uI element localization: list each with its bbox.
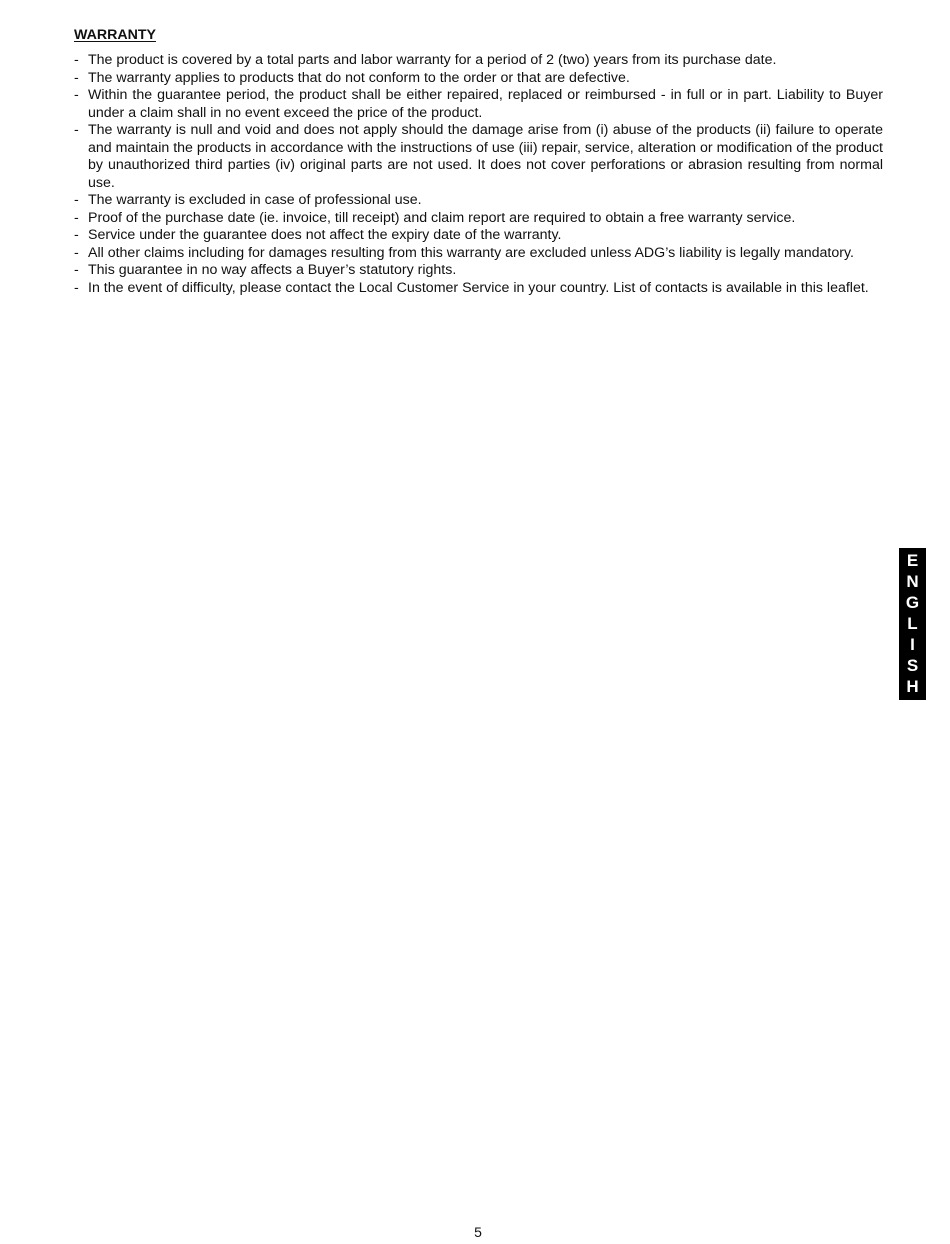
list-item [74,210,883,228]
bullet-dash: - [74,52,79,68]
language-tab-letter: H [906,677,919,696]
list-item [74,227,883,245]
language-tab-letter: L [907,614,918,633]
list-item [74,87,883,122]
language-tab-letter: I [910,635,915,654]
bullet-dash: - [74,122,79,138]
list-item-text: In the event of difficulty, please contact the Local Customer Service in your country. List of contacts is available in this leaflet. [88,279,869,296]
language-tab-english [899,548,926,700]
bullet-dash: - [74,279,79,296]
bullet-dash: - [74,192,79,208]
bullet-dash: - [74,227,79,243]
list-item-text: The warranty applies to products that do not conform to the order or that are defective. [88,69,630,86]
page-number: 5 [474,1224,482,1240]
list-item [74,262,883,280]
bullet-dash: - [74,262,79,278]
language-tab-letter: N [906,572,919,591]
list-item [74,245,883,263]
list-item [74,280,883,298]
language-tab-letter: S [906,656,919,675]
list-item [74,192,883,210]
list-item [74,70,883,88]
list-item [74,52,883,70]
warranty-list [74,52,883,297]
list-item [74,122,883,192]
bullet-dash: - [74,244,79,261]
list-item-text: All other claims including for damages resulting from this warranty are excluded unless ADG’s liability is legally mandatory. [88,244,854,261]
bullet-dash: - [74,209,79,226]
list-item-text: This guarantee in no way affects a Buyer’s statutory rights. [88,262,457,278]
list-item-text: Service under the guarantee does not affect the expiry date of the warranty. [88,227,562,243]
list-item-text: The product is covered by a total parts and labor warranty for a period of 2 (two) years from its purchase date. [88,52,777,68]
list-item-text: The warranty is excluded in case of professional use. [88,192,422,208]
list-item-text: Within the guarantee period, the product shall be either repaired, replaced or reimbursed - in full or in part. Liability to Buyer under a claim shall in no event exceed the price of the product. [88,87,883,121]
list-item-text: The warranty is null and void and does not apply should the damage arise from (i) abuse of the products (ii) failure to operate and maintain the products in accordance with the instructions of use (iii) repair, service, alteration or modification of the product by unauthorized third parties (iv) original parts are not used. It does not cover perforations or abrasion resulting from normal use. [88,122,883,191]
bullet-dash: - [74,69,79,86]
page-title: WARRANTY [74,27,156,43]
language-tab-letter: E [906,551,919,570]
list-item-text: Proof of the purchase date (ie. invoice, till receipt) and claim report are required to obtain a free warranty service. [88,209,796,226]
bullet-dash: - [74,87,79,103]
language-tab-letter: G [905,593,920,612]
